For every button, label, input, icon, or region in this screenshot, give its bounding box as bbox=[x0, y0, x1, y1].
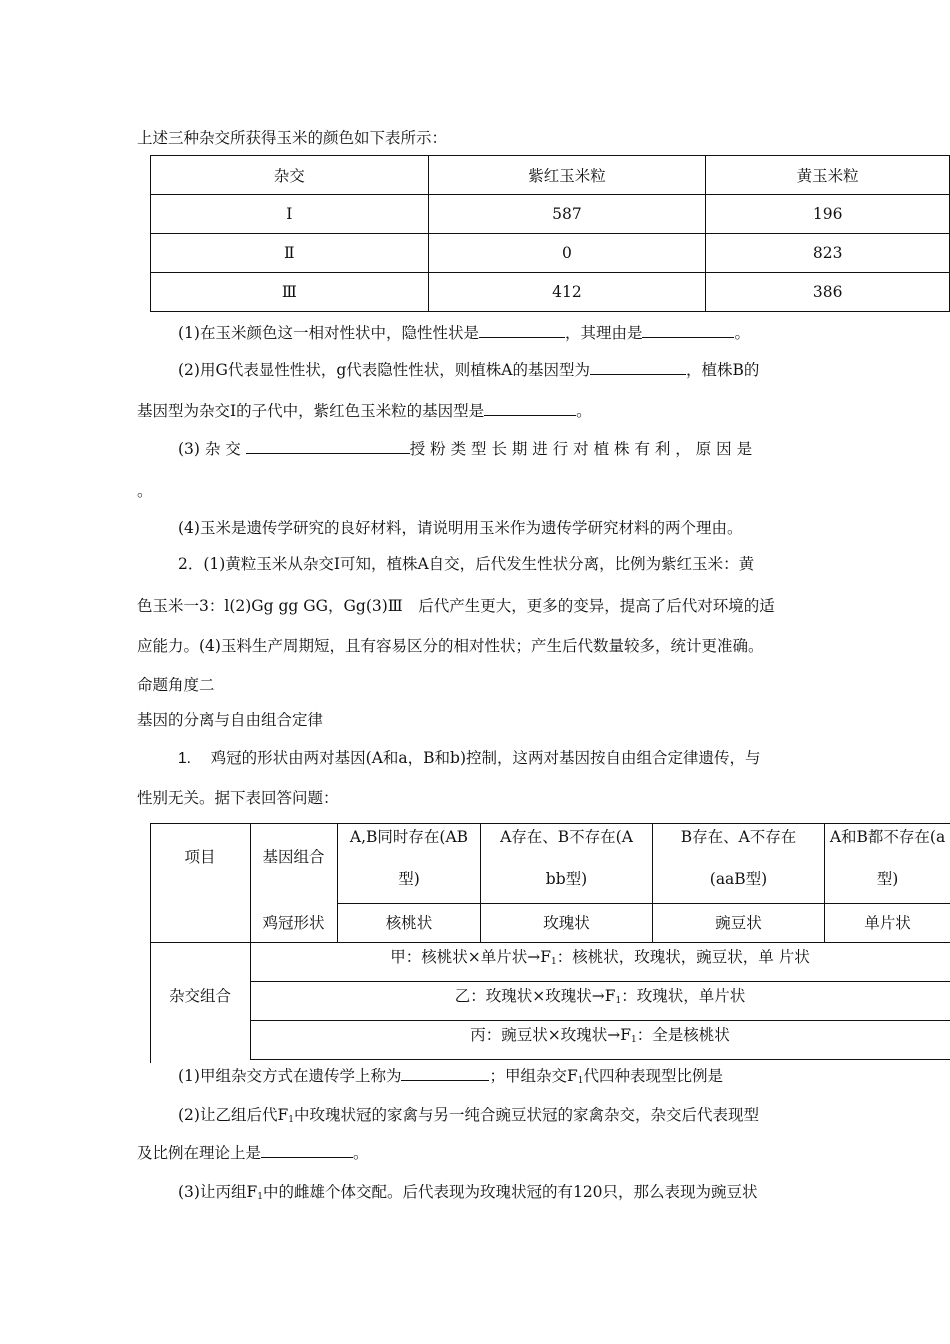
question-4: (4)玉米是遗传学研究的良好材料，请说明用玉米作为遗传学研究材料的两个理由。 bbox=[178, 519, 743, 537]
shape-pea: 豌豆状 bbox=[715, 914, 762, 932]
combo-abb-line1: A存在、B不存在(A bbox=[500, 828, 633, 846]
header-yellow: 黄玉米粒 bbox=[706, 156, 950, 195]
cross-bing: 丙：豌豆状×玫瑰状$\to F_1$：全是核桃状 bbox=[470, 1026, 730, 1045]
problem-1: 1. 鸡冠的形状由两对基因(A和a，B和b)控制，这两对基因按自由组合定律遗传，与 bbox=[178, 749, 761, 767]
question-1: (1)在玉米颜色这一相对性状中，隐性性状是 ，其理由是 。 bbox=[178, 324, 750, 342]
cell-cross: Ⅲ bbox=[151, 273, 429, 312]
header-cross: 杂交 bbox=[151, 156, 429, 195]
cell-cross: Ⅱ bbox=[151, 234, 429, 273]
answer-line: 色玉米一3：l(2)Gg gg GG，Gg(3)Ⅲ 后代产生更大，更多的变异，提高了后代对环境的适 bbox=[137, 597, 775, 615]
combo-aab-line2: (aaB型) bbox=[709, 870, 768, 888]
combo-aab-line1: B存在、A不存在 bbox=[680, 828, 797, 846]
table-row bbox=[151, 273, 950, 312]
question-2-cont: 基因型为杂交Ⅰ的子代中，紫红色玉米粒的基因型是 。 bbox=[137, 402, 592, 420]
combo-ab-line2: 型) bbox=[398, 870, 420, 888]
corn-color-table bbox=[150, 155, 950, 312]
table-row bbox=[151, 234, 950, 273]
cell-cross: Ⅰ bbox=[151, 195, 429, 234]
comb-shape-table bbox=[150, 823, 950, 1063]
subquestion-3: (3)让丙组$F_1$中的雌雄个体交配。后代表现为玫瑰状冠的有120只，那么表现为豌豆状 bbox=[178, 1183, 758, 1202]
problem-1-cont: 性别无关。据下表回答问题： bbox=[137, 789, 339, 807]
shape-single: 单片状 bbox=[864, 914, 911, 932]
gene-combo-label: 基因组合 bbox=[262, 848, 325, 866]
shape-label: 鸡冠形状 bbox=[262, 914, 325, 932]
answer-line: 2．(1)黄粒玉米从杂交Ⅰ可知，植株A自交，后代发生性状分离，比例为紫红玉米：黄 bbox=[178, 555, 755, 573]
combo-aabb-line1: A和B都不存在(a bbox=[829, 828, 946, 846]
question-3-end: 。 bbox=[137, 482, 153, 500]
intro-text: 上述三种杂交所获得玉米的颜色如下表所示： bbox=[137, 129, 448, 147]
cell-yellow: 196 bbox=[706, 195, 950, 234]
table-row bbox=[151, 195, 950, 234]
subquestion-1: (1)甲组杂交方式在遗传学上称为 ；甲组杂交$F_1$代四种表现型比例是 bbox=[178, 1067, 723, 1086]
cell-purple: 412 bbox=[428, 273, 706, 312]
answer-line: 应能力。(4)玉料生产周期短，且有容易区分的相对性状；产生后代数量较多，统计更准确。 bbox=[137, 637, 764, 655]
shape-walnut: 核桃状 bbox=[385, 914, 433, 932]
combo-abb-line2: bb型) bbox=[545, 870, 588, 888]
table-header-row bbox=[151, 156, 950, 195]
cell-yellow: 823 bbox=[706, 234, 950, 273]
subquestion-2-cont: 及比例在理论上是 。 bbox=[137, 1144, 369, 1162]
combo-ab-line1: A,B同时存在(AB bbox=[349, 828, 469, 846]
answer-blank bbox=[642, 323, 734, 338]
answer-blank bbox=[479, 323, 565, 338]
answer-blank bbox=[246, 439, 410, 454]
header-purple: 紫红玉米粒 bbox=[428, 156, 706, 195]
question-3: (3) 杂 交 授 粉 类 型 长 期 进 行 对 植 株 有 利 ， 原 因 是 bbox=[178, 440, 753, 458]
cross-jia: 甲：核桃状×单片状$\to F_1$：核桃状，玫瑰状，豌豆状，单 片状 bbox=[390, 948, 810, 967]
answer-blank bbox=[401, 1066, 489, 1081]
section-title: 命题角度二 bbox=[137, 676, 215, 694]
subquestion-2: (2)让乙组后代$F_1$中玫瑰状冠的家禽与另一纯合豌豆状冠的家禽杂交，杂交后代表现型 bbox=[178, 1106, 759, 1125]
cross-label: 杂交组合 bbox=[168, 987, 231, 1005]
answer-blank bbox=[590, 360, 686, 375]
question-2: (2)用G代表显性性状，g代表隐性性状，则植株A的基因型为 ，植株B的 bbox=[178, 361, 760, 379]
cell-yellow: 386 bbox=[706, 273, 950, 312]
cross-yi: 乙：玫瑰状×玫瑰状$\to F_1$：玫瑰状，单片状 bbox=[454, 987, 746, 1006]
answer-blank bbox=[261, 1143, 353, 1158]
answer-blank bbox=[484, 401, 576, 416]
item-label: 项目 bbox=[184, 848, 216, 866]
cell-purple: 0 bbox=[428, 234, 706, 273]
section-subtitle: 基因的分离与自由组合定律 bbox=[137, 711, 324, 729]
cell-purple: 587 bbox=[428, 195, 706, 234]
shape-rose: 玫瑰状 bbox=[543, 914, 590, 932]
combo-aabb-line2: 型) bbox=[876, 870, 899, 888]
